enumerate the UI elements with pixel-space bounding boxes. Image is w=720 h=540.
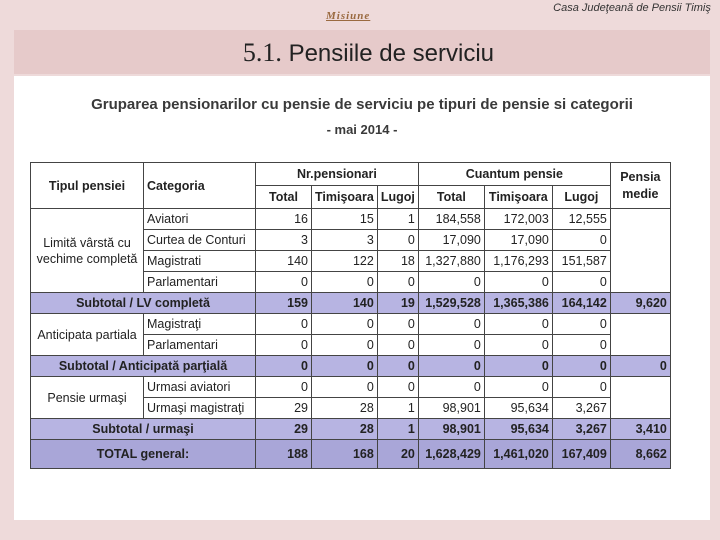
subtotal-label: Subtotal / Anticipată parţială [31, 356, 256, 377]
cell: 95,634 [484, 398, 552, 419]
col-nr-lugoj: Lugoj [377, 186, 418, 209]
table-row [31, 377, 671, 398]
cell: 140 [312, 293, 378, 314]
cell: 0 [484, 356, 552, 377]
col-cuantum-pensie: Cuantum pensie [418, 163, 610, 186]
cell: 9,620 [610, 293, 670, 314]
cell: 0 [552, 335, 610, 356]
cell: 1,327,880 [418, 251, 484, 272]
cell: 16 [256, 209, 312, 230]
category-cell: Magistrati [144, 251, 256, 272]
cell: 0 [377, 377, 418, 398]
cell: 172,003 [484, 209, 552, 230]
cell: 3 [312, 230, 378, 251]
cell: 0 [256, 377, 312, 398]
cell: 98,901 [418, 419, 484, 440]
cell: 0 [484, 272, 552, 293]
cell: 159 [256, 293, 312, 314]
cell: 0 [418, 377, 484, 398]
document-subtitle: - mai 2014 - [326, 122, 398, 137]
cell: 95,634 [484, 419, 552, 440]
cell: 0 [312, 272, 378, 293]
cell: 28 [312, 419, 378, 440]
subtotal-row [31, 356, 671, 377]
cell: 151,587 [552, 251, 610, 272]
table-row [31, 314, 671, 335]
cell: 167,409 [552, 440, 610, 469]
cell: 122 [312, 251, 378, 272]
cell: 0 [418, 356, 484, 377]
header-row [31, 163, 671, 186]
cell: 0 [312, 356, 378, 377]
cell: 3,267 [552, 419, 610, 440]
category-cell: Urmasi aviatori [144, 377, 256, 398]
cell: 0 [256, 314, 312, 335]
col-c-lugoj: Lugoj [552, 186, 610, 209]
title-band [14, 30, 710, 74]
cell: 0 [377, 335, 418, 356]
category-cell: Aviatori [144, 209, 256, 230]
cell: 0 [312, 335, 378, 356]
cell: 0 [552, 272, 610, 293]
category-cell: Urmaşi magistraţi [144, 398, 256, 419]
cell: 3,410 [610, 419, 670, 440]
col-c-total: Total [418, 186, 484, 209]
cell: 1,365,386 [484, 293, 552, 314]
mission-link[interactable]: Misiune [326, 10, 371, 22]
cell: 1 [377, 209, 418, 230]
cell [610, 377, 670, 419]
category-cell: Parlamentari [144, 272, 256, 293]
total-row [31, 440, 671, 469]
cell: 3,267 [552, 398, 610, 419]
cell: 0 [484, 335, 552, 356]
cell: 0 [552, 356, 610, 377]
col-nr-pensionari: Nr.pensionari [256, 163, 419, 186]
category-cell: Magistraţi [144, 314, 256, 335]
scanned-document [14, 76, 710, 520]
cell: 0 [256, 335, 312, 356]
pension-table [30, 162, 671, 469]
cell: 19 [377, 293, 418, 314]
cell: 3 [256, 230, 312, 251]
cell: 1,628,429 [418, 440, 484, 469]
cell: 0 [312, 377, 378, 398]
cell: 8,662 [610, 440, 670, 469]
cell: 0 [256, 272, 312, 293]
subtotal-row [31, 293, 671, 314]
cell: 29 [256, 398, 312, 419]
cell: 15 [312, 209, 378, 230]
cell: 140 [256, 251, 312, 272]
cell: 0 [418, 314, 484, 335]
group-limita: Limită vârstă cu vechime completă [31, 209, 144, 293]
category-cell: Curtea de Conturi [144, 230, 256, 251]
category-cell: Parlamentari [144, 335, 256, 356]
cell: 18 [377, 251, 418, 272]
cell: 0 [256, 356, 312, 377]
cell: 1,176,293 [484, 251, 552, 272]
cell: 0 [484, 314, 552, 335]
cell: 0 [377, 230, 418, 251]
cell: 0 [377, 356, 418, 377]
col-pensia-medie: Pensia medie [610, 163, 670, 209]
cell: 0 [552, 314, 610, 335]
subtotal-label: Subtotal / LV completă [31, 293, 256, 314]
subtotal-label: Subtotal / urmaşi [31, 419, 256, 440]
cell: 188 [256, 440, 312, 469]
cell: 1,529,528 [418, 293, 484, 314]
cell: 17,090 [484, 230, 552, 251]
col-nr-total: Total [256, 186, 312, 209]
col-tip-pensiei: Tipul pensiei [31, 163, 144, 209]
cell: 1 [377, 419, 418, 440]
group-anticipata: Anticipata partiala [31, 314, 144, 356]
total-label: TOTAL general: [31, 440, 256, 469]
cell: 0 [552, 230, 610, 251]
cell: 28 [312, 398, 378, 419]
cell: 0 [418, 272, 484, 293]
cell: 29 [256, 419, 312, 440]
cell: 1,461,020 [484, 440, 552, 469]
section-number: 5.1. [242, 38, 282, 67]
cell: 0 [610, 356, 670, 377]
cell: 1 [377, 398, 418, 419]
cell: 12,555 [552, 209, 610, 230]
cell: 164,142 [552, 293, 610, 314]
table-row [31, 209, 671, 230]
col-c-timisoara: Timişoara [484, 186, 552, 209]
cell: 20 [377, 440, 418, 469]
section-title: Pensiile de serviciu [288, 40, 494, 67]
organization-name: Casa Judeţeană de Pensii Timiş [553, 2, 711, 14]
cell [610, 209, 670, 293]
col-categoria: Categoria [144, 163, 256, 209]
cell: 168 [312, 440, 378, 469]
cell: 0 [418, 335, 484, 356]
cell: 0 [312, 314, 378, 335]
cell: 0 [484, 377, 552, 398]
cell: 0 [377, 272, 418, 293]
cell [610, 314, 670, 356]
cell: 0 [377, 314, 418, 335]
document-title: Gruparea pensionarilor cu pensie de serviciu pe tipuri de pensie si categorii [91, 96, 633, 113]
cell: 98,901 [418, 398, 484, 419]
subtotal-row [31, 419, 671, 440]
group-urmasi: Pensie urmaşi [31, 377, 144, 419]
cell: 184,558 [418, 209, 484, 230]
cell: 0 [552, 377, 610, 398]
col-nr-timisoara: Timişoara [312, 186, 378, 209]
cell: 17,090 [418, 230, 484, 251]
page-title [14, 38, 494, 68]
